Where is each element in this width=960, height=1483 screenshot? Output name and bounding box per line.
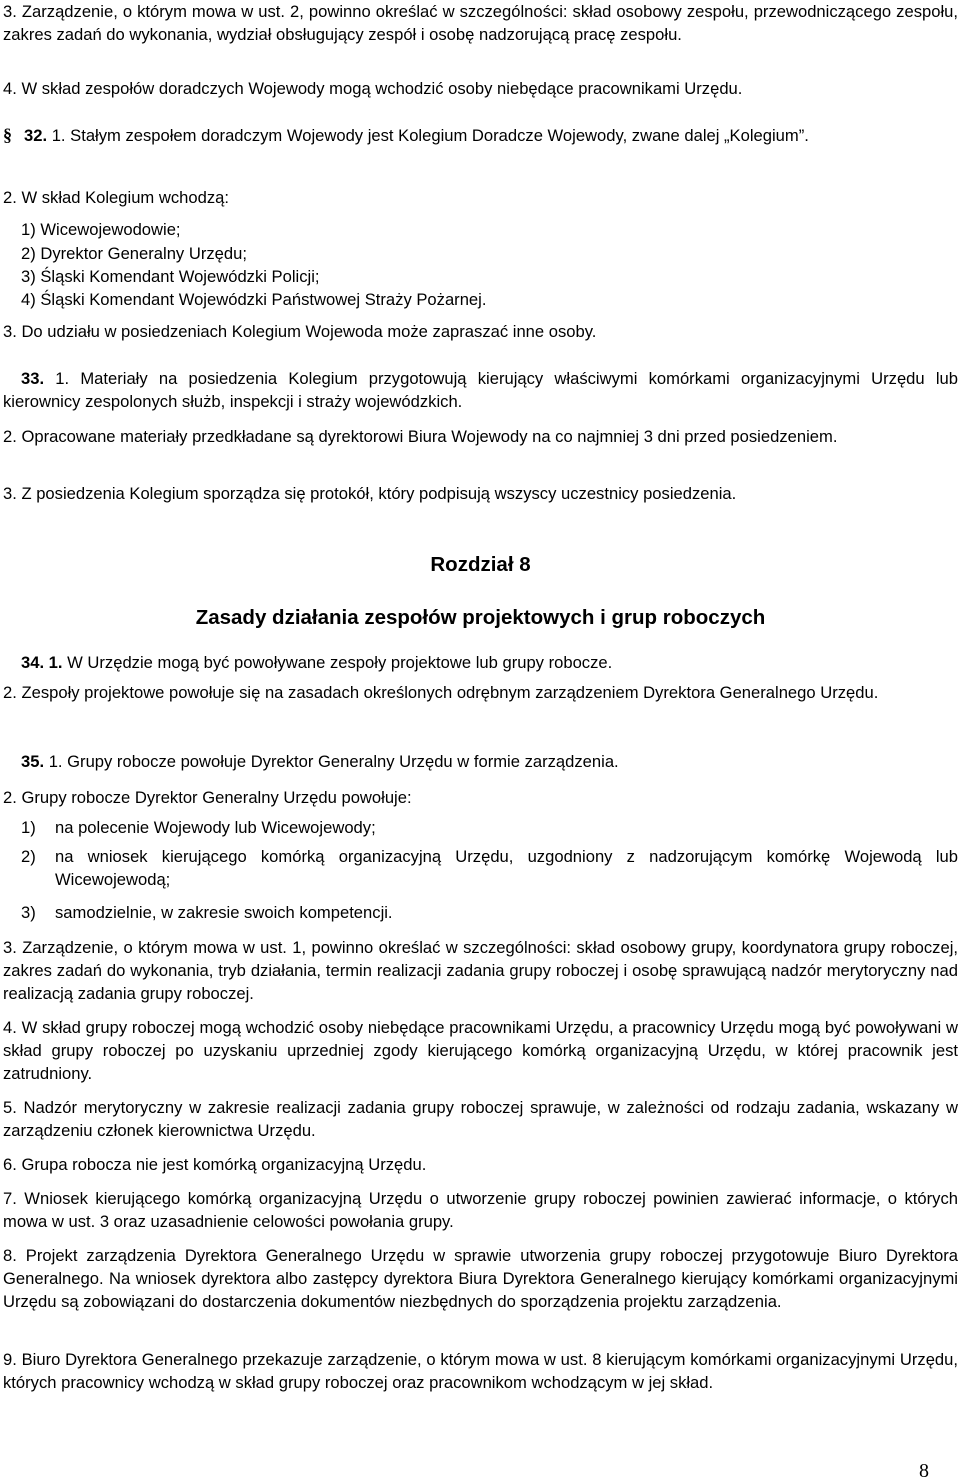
paragraph-34-1: 34. 1. W Urzędzie mogą być powoływane zespoły projektowe lub grupy robocze. <box>3 651 958 674</box>
list-item-32-3: 3) Śląski Komendant Wojewódzki Policji; <box>21 267 320 286</box>
paragraph-33-1: 33. 1. Materiały na posiedzenia Kolegium przygotowują kierujący właściwymi komórkami organizacyjnymi Urzędu lub kierownicy zespolonych służb, inspekcji i straży wojewódzkich. <box>3 369 958 411</box>
paragraph-31-4: 4. W skład zespołów doradczych Wojewody mogą wchodzić osoby niebędące pracownikami Urzędu. <box>3 79 743 98</box>
paragraph-35-2: 2. Grupy robocze Dyrektor Generalny Urzędu powołuje: <box>3 788 412 807</box>
section-number: 35. <box>21 752 45 771</box>
paragraph-35-9: 9. Biuro Dyrektora Generalnego przekazuje zarządzenie, o którym mowa w ust. 8 kierującym komórkami organizacyjnymi Urzędu, których pracownicy wchodzą w skład grupy roboczej oraz pracownikom wchodzącym w jej skład. <box>3 1350 958 1392</box>
list-item-32-2: 2) Dyrektor Generalny Urzędu; <box>21 244 247 263</box>
paragraph-35-8: 8. Projekt zarządzenia Dyrektora Generalnego Urzędu w sprawie utworzenia grupy roboczej przygotowuje Biuro Dyrektora Generalnego. Na wniosek dyrektora albo zastępcy dyrektora Biura Dyrektora Generalnego kierujący komórkami organizacyjnymi Urzędu są zobowiązani do dostarczenia dokumentów niezbędnych do sporządzenia projektu zarządzenia. <box>3 1246 958 1311</box>
paragraph-35-4: 4. W skład grupy roboczej mogą wchodzić osoby niebędące pracownikami Urzędu, a pracownicy Urzędu mogą być powoływani w skład grupy roboczej po uzyskaniu uprzedniej zgody kierującego komórką organizacyjną Urzędu, w której pracownik jest zatrudniony. <box>3 1018 958 1083</box>
paragraph-35-3: 3. Zarządzenie, o którym mowa w ust. 1, powinno określać w szczególności: skład osobowy grupy, koordynatora grupy roboczej, zakres zadań do wykonania, tryb działania, termin realizacji zadania grupy roboczej i osobę sprawującą nadzór merytoryczny nad realizacją zadania grupy roboczej. <box>3 938 958 1003</box>
paragraph-35-7: 7. Wniosek kierującego komórką organizacyjną Urzędu o utworzenie grupy roboczej powinien zawierać informacje, o których mowa w ust. 3 oraz uzasadnienie celowości powołania grupy. <box>3 1189 958 1231</box>
paragraph-35-5: 5. Nadzór merytoryczny w zakresie realizacji zadania grupy roboczej sprawuje, w zależności od rodzaju zadania, wskazany w zarządzeniu członek kierownictwa Urzędu. <box>3 1098 958 1140</box>
paragraph-35-1: 35. 1. Grupy robocze powołuje Dyrektor Generalny Urzędu w formie zarządzenia. <box>3 750 958 773</box>
paragraph-32-2: 2. W skład Kolegium wchodzą: <box>3 188 229 207</box>
section-number: 33. <box>21 369 45 388</box>
paragraph-32-1: § 32. 1. Stałym zespołem doradczym Wojewody jest Kolegium Doradcze Wojewody, zwane dalej „Kolegium”. <box>3 125 809 145</box>
list-item-35-1: 1) na polecenie Wojewody lub Wicewojewody; <box>21 818 376 837</box>
chapter-title: Rozdział 8 <box>430 553 531 576</box>
list-item-35-3: 3) samodzielnie, w zakresie swoich kompetencji. <box>21 903 393 922</box>
paragraph-34-2: 2. Zespoły projektowe powołuje się na zasadach określonych odrębnym zarządzeniem Dyrektora Generalnego Urzędu. <box>3 683 879 702</box>
paragraph-31-3: 3. Zarządzenie, o którym mowa w ust. 2, powinno określać w szczególności: skład osobowy zespołu, przewodniczącego zespołu, zakres zadań do wykonania, wydział obsługujący zespół i osobę nadzorującą pracę zespołu. <box>3 2 958 44</box>
section-sign: § 32. <box>3 125 48 145</box>
list-item-35-2: 2) na wniosek kierującego komórką organizacyjną Urzędu, uzgodniony z nadzorującym komórkę Wojewodą lub Wicewojewodą; <box>21 847 958 889</box>
section-number: 34. 1. <box>21 653 63 672</box>
list-item-32-4: 4) Śląski Komendant Wojewódzki Państwowej Straży Pożarnej. <box>21 290 487 309</box>
chapter-subtitle: Zasady działania zespołów projektowych i grup roboczych <box>195 606 766 629</box>
page-number: 8 <box>919 1460 929 1482</box>
paragraph-33-2: 2. Opracowane materiały przedkładane są dyrektorowi Biura Wojewody na co najmniej 3 dni przed posiedzeniem. <box>3 427 838 446</box>
paragraph-35-6: 6. Grupa robocza nie jest komórką organizacyjną Urzędu. <box>3 1155 427 1174</box>
paragraph-32-3: 3. Do udziału w posiedzeniach Kolegium Wojewoda może zapraszać inne osoby. <box>3 322 597 341</box>
list-item-32-1: 1) Wicewojewodowie; <box>21 220 181 239</box>
paragraph-33-3: 3. Z posiedzenia Kolegium sporządza się protokół, który podpisują wszyscy uczestnicy posiedzenia. <box>3 484 737 503</box>
